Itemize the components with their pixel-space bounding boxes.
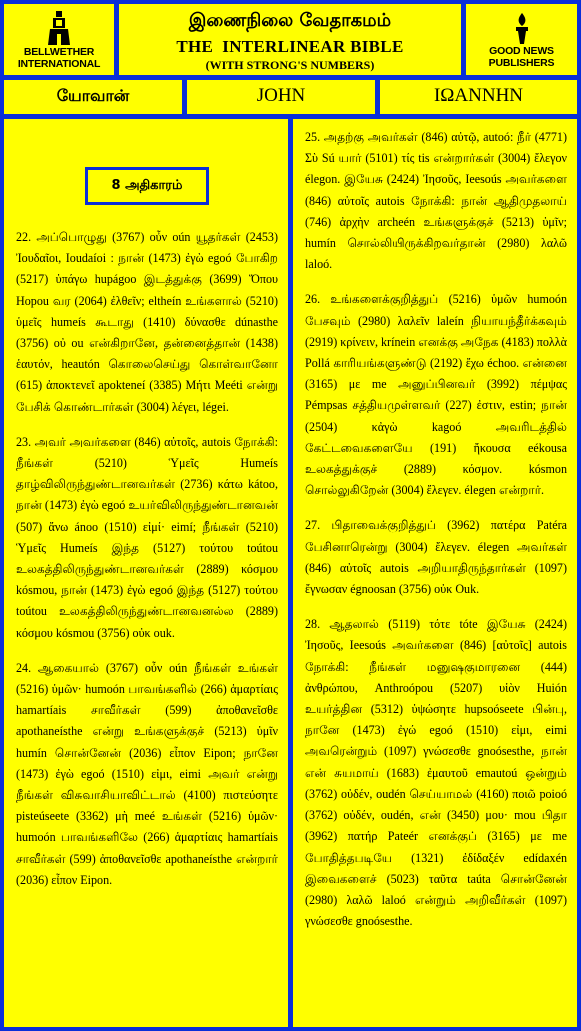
torch-icon — [509, 11, 535, 45]
right-column — [293, 119, 577, 1027]
english-title: THE INTERLINEAR BIBLE — [176, 37, 404, 56]
logo-line-2: PUBLISHERS — [488, 56, 555, 69]
subtitle: (WITH STRONG'S NUMBERS) — [205, 58, 375, 72]
chapter-label: 8 அதிகாரம் — [85, 167, 209, 205]
left-column — [4, 119, 288, 1027]
book-name-english: JOHN — [187, 80, 375, 114]
header-title-panel — [119, 4, 461, 75]
good-news-logo — [466, 4, 577, 75]
bell-tower-icon — [46, 10, 72, 46]
book-name-tamil: யோவான் — [4, 80, 182, 114]
book-name-greek: ΙΩΑΝΝΗΝ — [380, 80, 577, 114]
tamil-title: இணைநிலை வேதாகமம் — [188, 10, 392, 31]
verse-27: 27. பிதாவைக்குறித்துப் (3962) πατέρα Patéra பேசினாரென்று (3004) ἔλεγεν. élegen அவர்கள் (846) αὐτοῖς autois அறியாதிருந்தார்கள் (1097) ἔγνωσαν égnoosan (3756) οὐκ Ouk. — [305, 518, 567, 597]
logo-line-1: GOOD NEWS — [489, 44, 554, 57]
logo-line-1: BELLWETHER — [23, 45, 95, 58]
verse-23: 23. அவர் அவர்களை (846) αὐτοῖς, autois நோக்கி: நீங்கள் (5210) Ὑμεῖς Humeís தாழ்விலிருந்துண்டானவர்கள் (2736) κάτω kátoo, நான் (1473) ἐγὼ egoó உயர்விலிருந்துண்டானவன் (507) ἄνω ánoo (1510) εἰμί· eimí; நீங்கள் (5210) Ὑμεῖς Humeís இந்த (5127) τούτου toútou உலகத்திலிருந்துண்டானவர்கள் (2889) κόσμου kósmou, நான் (1473) ἐγὼ egoó இந்த (5127) τούτου toútou உலகத்திலிருந்துண்டானவனல்ல (2889) κόσμου kósmou (3756) οὐκ ouk. — [16, 434, 278, 640]
bellwether-logo — [4, 4, 114, 75]
logo-line-2: INTERNATIONAL — [17, 57, 101, 70]
verse-22: 22. அப்பொழுது (3767) οὖν oún யூதர்கள் (2453) Ἰουδαῖοι, Ioudaíoi : நான் (1473) ἐγὼ egoó போகிற (5217) ὑπάγω hupágoo இடத்துக்கு (3699) Ὅπου Hopou வர (2064) ἐλθεῖν; eltheín உங்களால் (5210) ὑμεῖς humeís கூடாது (1410) δύνασθε dúnasthe (3756) οὐ ou என்கிறானே, தன்னைத்தான் (1438) ἑαυτόν, heautón கொலைசெய்து கொள்வானோ (615) ἀποκτενεῖ apokteneí (3385) Μήτι Meéti என்று பேசிக் கொண்டார்கள் (3004) λέγει, légei. — [16, 230, 278, 414]
verse-25: 25. அதற்கு அவர்கள் (846) αὐτῷ, autoó: நீர் (4771) Σὺ Sú யார் (5101) τίς tis என்றார்கள் (3004) ἔλεγον élegon. இயேசு (2424) Ἰησοῦς, Ieesoús அவர்களை (846) αὐτοῖς autois நோக்கி: நான் ஆதிமுதலாய் (746) ἀρχὴν archeén உங்களுக்குச் (5213) ὑμῖν; humín சொல்லியிருக்கிறவர்தான் (2980) λαλῶ laloó. — [305, 130, 567, 272]
verse-24: 24. ஆகையால் (3767) οὖν oún நீங்கள் உங்கள் (5216) ὑμῶν· humoón பாவங்களில் (266) ἁμαρτίαις hamartíais சாவீர்கள் (599) ἀποθανεῖσθε apothaneísthe என்று உங்களுக்குச் (5213) ὑμῖν humín சொன்னேன் (2036) εἶπον Eipon; நானே (1473) ἐγὼ egoó (1510) εἰμι, eimi அவர் என்று நீங்கள் விசுவாசியாவிட்டால் (4100) πιστεύσητε pisteúseete (3362) μὴ meé உங்கள் (5216) ὑμῶν· humoón பாவங்களிலே (266) ἁμαρτίαις hamartíais சாவீர்கள் (599) ἀποθανεῖσθε apothaneísthe என்றார் (2036) εἶπον Eipon. — [16, 660, 278, 887]
verse-28: 28. ஆதலால் (5119) τότε tóte இயேசு (2424) Ἰησοῦς, Ieesoús அவர்களை (846) [αὐτοῖς] autois நோக்கி: நீங்கள் மனுஷகுமாரனை (444) ἀνθρώπου, Anthroópou (5207) υἱὸν Huión உயர்த்தின (5312) ὑψώσητε hupsoóseete பின்பு, நானே (1473) ἐγώ egoó (1510) εἰμι, eimi அவரென்றும் (1097) γνώσεσθε gnoósesthe, நான் என் சுயமாய் (1683) ἐμαυτοῦ emautoú ஒன்றும் (3762) οὐδέν, oudén செய்யாமல் (4160) ποιῶ poioó (3762) οὐδέν, oudén, என் (3450) μου· mou பிதா (3962) πατήρ Pateér எனக்குப் (3165) με me போதித்தபடியே (1321) ἐδίδαξέν edídaxén இவைகளைச் (5023) ταῦτα taúta சொன்னேன் (2980) λαλῶ laloó என்றும் அறிவீர்கள் (1097) γνώσεσθε gnoósesthe. — [305, 617, 567, 929]
verse-26: 26. உங்களைக்குறித்துப் (5216) ὑμῶν humoón பேசவும் (2980) λαλεῖν laleín நியாயந்தீர்க்கவும் (2919) κρίνειν, krínein எனக்கு அநேக (4183) πολλὰ Pollá காரியங்களுண்டு (2192) ἔχω échoo. என்னை (3165) με me அனுப்பினவர் (3992) πέμψας Pémpsas சத்தியமுள்ளவர் (227) ἐστιν, estin; நான் (2504) κἀγὼ kagoó அவரிடத்தில் கேட்டவைகளையே (191) ἤκουσα eékousa உலகத்துக்குச் (2889) κόσμον. kósmon சொல்லுகிறேன் (3004) ἔλεγεν. élegen என்றார். — [305, 292, 567, 498]
